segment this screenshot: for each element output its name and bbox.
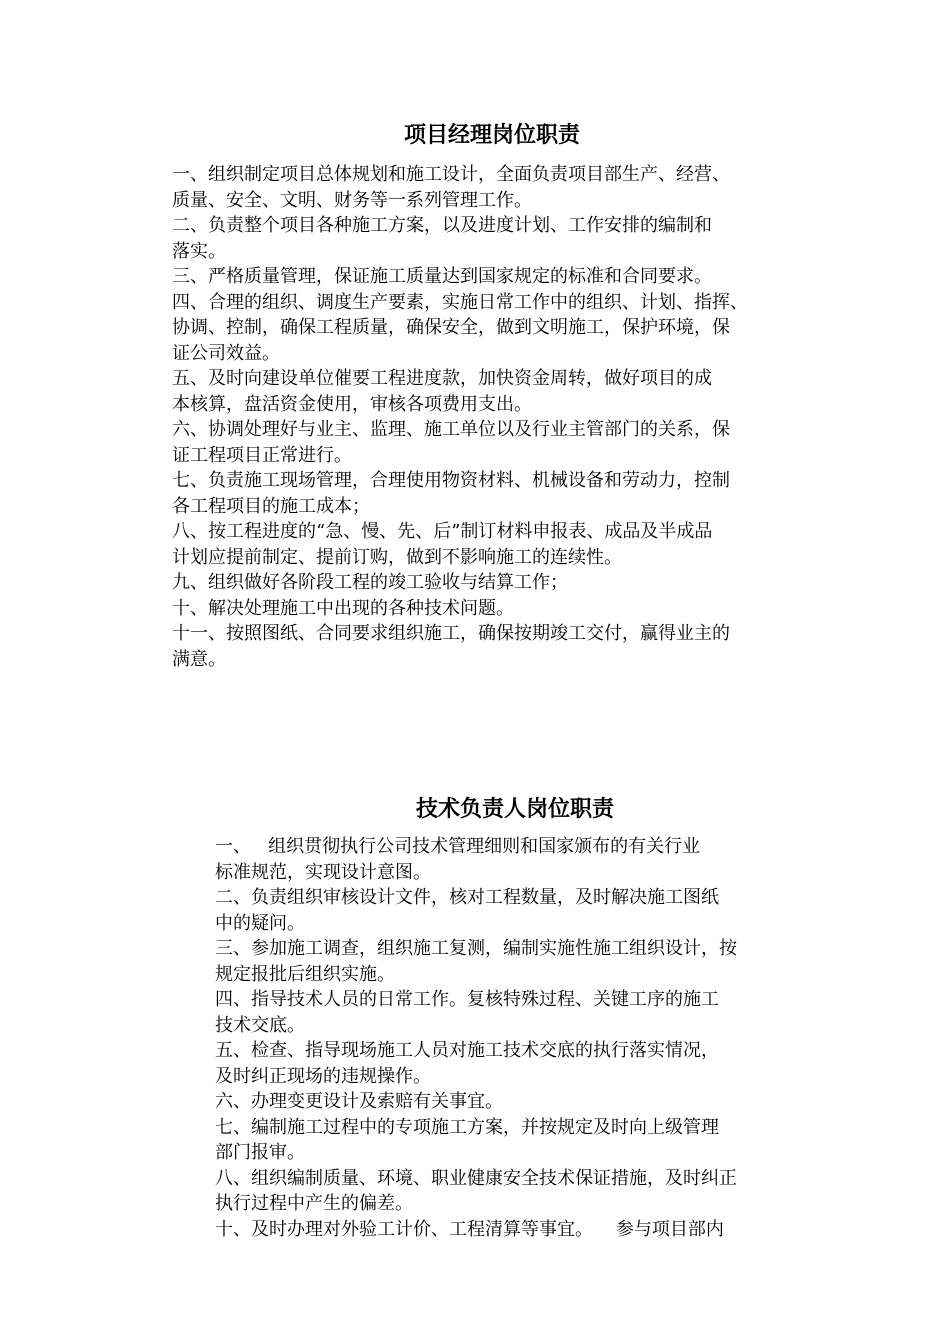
list-item-line: 十、及时办理对外验工计价、工程清算等事宜。 参与项目部内 [215, 1218, 724, 1240]
list-item-line: 一、 组织贯彻执行公司技术管理细则和国家颁布的有关行业 [215, 836, 701, 857]
list-item-line: 本核算，盘活资金使用，审核各项费用支出。 [172, 393, 532, 415]
list-item-line: 四、指导技术人员的日常工作。复核特殊过程、关键工序的施工 [215, 989, 719, 1010]
list-item-line: 八、组织编制质量、环境、职业健康安全技术保证措施，及时纠正 [215, 1167, 737, 1189]
list-item-line: 技术交底。 [215, 1014, 305, 1036]
list-item [172, 570, 832, 596]
list-item-line: 协调、控制，确保工程质量，确保安全，做到文明施工，保护环境，保 [172, 317, 730, 338]
list-item-line: 七、负责施工现场管理，合理使用物资材料、机械设备和劳动力，控制 [172, 470, 730, 491]
list-item-line: 二、负责整个项目各种施工方案，以及进度计划、工作安排的编制和 [172, 215, 712, 236]
list-item [215, 936, 835, 987]
list-item [172, 162, 832, 213]
list-item-line: 一、组织制定项目总体规划和施工设计，全面负责项目部生产、经营、 [172, 164, 730, 185]
list-item-line: 落实。 [172, 240, 226, 262]
list-item-line: 六、办理变更设计及索赔有关事宜。 [215, 1091, 503, 1112]
list-item-line: 三、严格质量管理，保证施工质量达到国家规定的标准和合同要求。 [172, 266, 712, 287]
list-item-line: 满意。 [172, 648, 226, 670]
list-item [215, 1089, 835, 1115]
list-item-line: 质量、安全、文明、财务等一系列管理工作。 [172, 189, 532, 211]
list-item-line: 五、检查、指导现场施工人员对施工技术交底的执行落实情况， [215, 1040, 719, 1061]
list-item [172, 596, 832, 622]
duty-list [215, 834, 835, 1242]
list-item [215, 834, 835, 885]
list-item-line: 证公司效益。 [172, 342, 280, 364]
list-item [172, 213, 832, 264]
list-item [172, 417, 832, 468]
list-item-line: 部门报审。 [215, 1142, 305, 1163]
duty-list [172, 162, 832, 672]
list-item-line: 十一、按照图纸、合同要求组织施工，确保按期竣工交付，赢得业主的 [172, 623, 730, 644]
list-item-line: 五、及时向建设单位催要工程进度款，加快资金周转，做好项目的成 [172, 368, 712, 389]
list-item-line: 二、负责组织审核设计文件，核对工程数量，及时解决施工图纸 [215, 887, 719, 908]
list-item [172, 519, 832, 570]
list-item [215, 1166, 835, 1217]
list-item [215, 1217, 835, 1243]
list-item-line: 计划应提前制定、提前订购，做到不影响施工的连续性。 [172, 546, 622, 568]
section-title: 技术负责人岗位职责 [415, 796, 614, 822]
list-item-line: 执行过程中产生的偏差。 [215, 1193, 413, 1214]
list-item-line: 八、按工程进度的“急、慢、先、后”制订材料申报表、成品及半成品 [172, 521, 713, 542]
list-item [172, 621, 832, 672]
list-item-line: 七、编制施工过程中的专项施工方案，并按规定及时向上级管理 [215, 1116, 719, 1138]
list-item-line: 中的疑问。 [215, 912, 305, 934]
list-item-line: 各工程项目的施工成本； [172, 495, 370, 517]
list-item [172, 468, 832, 519]
list-item-line: 标准规范，实现设计意图。 [215, 861, 431, 883]
list-item-line: 六、协调处理好与业主、监理、施工单位以及行业主管部门的关系，保 [172, 419, 730, 440]
list-item-line: 三、参加施工调查，组织施工复测，编制实施性施工组织设计，按 [215, 938, 737, 959]
list-item-line: 四、合理的组织、调度生产要素，实施日常工作中的组织、计划、指挥、 [172, 291, 748, 313]
list-item-line: 证工程项目正常进行。 [172, 444, 352, 466]
list-item [215, 1115, 835, 1166]
list-item-line: 及时纠正现场的违规操作。 [215, 1065, 431, 1087]
list-item [215, 987, 835, 1038]
list-item-line: 九、组织做好各阶段工程的竣工验收与结算工作； [172, 572, 568, 593]
list-item-line: 规定报批后组织实施。 [215, 963, 395, 985]
list-item-line: 十、解决处理施工中出现的各种技术问题。 [172, 597, 514, 619]
list-item [172, 290, 832, 367]
list-item [215, 885, 835, 936]
list-item [172, 366, 832, 417]
page-title: 项目经理岗位职责 [403, 122, 580, 148]
list-item [215, 1038, 835, 1089]
list-item [172, 264, 832, 290]
